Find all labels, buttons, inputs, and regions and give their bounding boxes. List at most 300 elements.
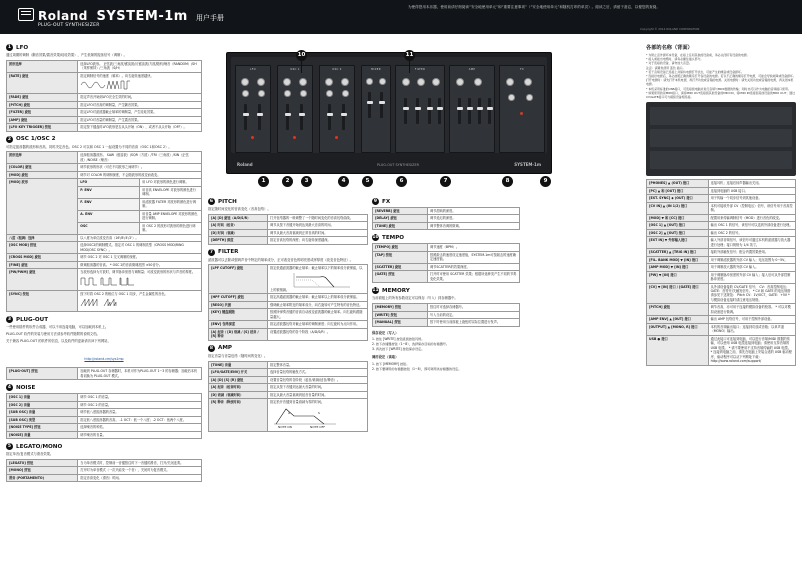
memory-save-step-2: 2. 按下存储器按钮（1~8），选择保存目标的存储器号。	[372, 341, 449, 346]
row-key: [COLOR] 旋钮	[7, 164, 78, 171]
table-row	[7, 254, 202, 261]
rear-jack-row	[650, 151, 792, 169]
row-value: 配置用来传输调制信号（MOD）进行音色的改变。	[708, 214, 795, 221]
table-row	[647, 237, 796, 249]
knob[interactable]	[241, 78, 249, 86]
knob[interactable]	[474, 78, 482, 86]
row-value: 用 LFO 对波形的颜色进行调制。	[140, 179, 202, 186]
row-key: [AMP ENV] ▲ [OUT] 接口	[647, 316, 709, 323]
row-value: 调节噪音的音量。	[78, 431, 202, 438]
table-row	[7, 467, 202, 474]
row-value: 用于调制放大器的外部 CV 输入。	[708, 264, 795, 271]
column-right	[372, 194, 520, 371]
section-memory-title	[372, 287, 520, 294]
row-value: 按照敲击的速度设定速度值，SYSTEM-1m可按敲击的速度确定速度值。	[427, 251, 519, 263]
row-value	[78, 291, 202, 312]
row-value: 调节从按下音键开始到达到最大音高的时间。	[268, 222, 368, 229]
table-memory	[372, 303, 520, 326]
section-number-badge: 1	[7, 45, 12, 50]
sync-waveform-illustration	[80, 297, 132, 309]
row-value: 调节对 COLOR 的调制深度，不会随波形的改变而改变。	[78, 171, 202, 178]
table-row	[647, 214, 796, 221]
row-key: [NOISE] 音量	[7, 431, 78, 438]
row-value: 调节 OSC 1 的音量。	[78, 394, 202, 401]
row-value: 输出 AMP 包络信号，可用于控制外部设备。	[708, 316, 795, 323]
row-value: 选择振荡器波形。 SAW（锯齿波）/SQR（方波）/TRI（三角波）/SIN（正弦波）/NOISE（噪音）	[78, 152, 202, 164]
row-value: 打开时可使用 SCATTER 效果；根据所选种类产生不同的节奏变化效果。	[427, 271, 519, 283]
row-value: 微调振荡器的音高。 * OSC 2的音高微调范围 ±50音分。	[78, 261, 202, 268]
pulse-width-illustration	[80, 275, 136, 288]
section-noise-title	[6, 384, 202, 391]
callout-7: 7	[440, 176, 451, 187]
manual-label: 用户手册	[196, 14, 224, 22]
row-key: [ENV] 包络深度	[209, 321, 268, 328]
module-label: AMP	[468, 68, 476, 71]
table-row	[647, 316, 796, 323]
svg-text:NOTE ON: NOTE ON	[278, 424, 292, 429]
section-amp-blurb: 指定音量与音量包络（随时间的变化）。	[208, 353, 268, 358]
column-middle	[208, 194, 368, 432]
row-key: 波形选择	[7, 152, 78, 164]
slider[interactable]	[286, 104, 289, 130]
table-row	[7, 164, 202, 171]
row-value: 指定滤波器包络对截止频率的调制深度；向左旋转为反向作用。	[268, 321, 368, 328]
callout-5: 5	[362, 176, 373, 187]
roland-logo	[18, 8, 188, 28]
row-value: 指定声音开始到LFO完全生效的时间。	[78, 94, 202, 101]
table-row	[373, 215, 520, 222]
table-row	[209, 391, 368, 398]
row-key: [TUNE] 旋钮	[373, 222, 428, 229]
table-row	[7, 474, 202, 481]
row-key: [FIL. BANK MOD] ▼ [IN] 接口	[647, 256, 709, 263]
row-value: 指定音高包络的深度；向右旋转深度越深。	[268, 237, 368, 244]
row-subkey: LFO	[78, 179, 140, 186]
row-key: [A] 起音 / [D] 衰减 / [S] 延音 / [R] 释音	[209, 328, 268, 340]
knob[interactable]	[284, 90, 291, 97]
row-value: 调节从最大音高衰减到正常音高的时间。	[268, 229, 368, 236]
row-key: [MEMORY] 按钮	[373, 304, 428, 311]
knob[interactable]	[326, 90, 333, 97]
row-value: 按下时使用当前面板上旋钮的实际位置进行发声。	[427, 319, 519, 326]
section-name: LEGATO/MONO	[16, 443, 63, 450]
row-value: 本机可接收外部 CV（控制电压）信号，该信号用于音高控制。	[708, 202, 795, 214]
row-key: [PC] ▲ 和 [OUT] 接口	[647, 187, 709, 194]
module-label: OSC 1	[290, 68, 300, 71]
row-value: 以八度为单位改变音高（16'/8'/4'/2'）。	[78, 234, 202, 241]
slider[interactable]	[342, 104, 345, 130]
row-text: 指定从最大音量衰减到延音音量的时间。	[270, 392, 328, 397]
row-subkey: P. ENV	[78, 186, 140, 198]
section-fx-title	[372, 198, 520, 205]
panel-module-mixer	[361, 65, 391, 153]
row-value: 指定音高变化（滑音）时间。	[78, 474, 202, 481]
row-value: 当为单音模式时，控制前一音键按住时下一音键的滑音，打开/关闭连奏。	[78, 460, 202, 467]
row-value: 调节低八度振荡器的音量。	[78, 409, 202, 416]
slider[interactable]	[416, 98, 419, 124]
row-value: 输入外部音频信号，该信号可通过本机的滤波器与放大器进行处理；接口规格为 1/4 英寸。	[708, 237, 795, 249]
rear-panel-illustration	[646, 102, 796, 176]
row-text: 指定调制信号的速度（频率）。向右旋转速度越快。	[80, 73, 154, 78]
row-key: [OSC MOD] 按钮	[7, 242, 78, 254]
table-row	[647, 202, 796, 214]
table-row	[647, 256, 796, 263]
row-value: 按住时可选择存储器号。	[427, 304, 519, 311]
row-key: [HPF CUTOFF] 旋钮	[209, 294, 268, 301]
callout-9: 9	[540, 176, 551, 187]
row-value: 设置滤波器包络的各个阶段（A/D/S/R）。	[268, 328, 368, 340]
table-row	[209, 384, 368, 391]
panel-brand-left: Roland	[237, 162, 253, 167]
section-pitch-title	[208, 198, 368, 205]
row-key: [AMP MOD] ▼ [IN] 接口	[647, 264, 709, 271]
module-label: LFO	[250, 68, 256, 71]
rear-note-5: * 若干音频设备已连接上并保持电源打开状态，可能产生的噪音或设备损坏。	[646, 69, 744, 74]
row-value: 用于调制脉冲宽度的外部 CV 输入；接入后可从外部控制脉冲宽度。	[708, 271, 795, 283]
row-value: 调节 OSC 2 的音量。	[78, 401, 202, 408]
row-value: 本机的音频输出接口；连接到功放或音箱；以单声道（MONO）输出。	[708, 323, 795, 335]
row-value: 用音量 AMP ENVELOPE 对波形的颜色进行调制。	[140, 210, 202, 222]
table-row	[209, 301, 368, 308]
section-number-badge: 3	[7, 317, 12, 323]
row-key: [EXT IN] ▼ 外部输入接口	[647, 237, 709, 249]
svg-text:A: A	[288, 410, 291, 415]
knob[interactable]	[325, 78, 333, 86]
row-value: 调节 OSC 2 对 OSC 1 交叉调制的深度。	[78, 254, 202, 261]
row-key: [LFO/GATE/ENV] 开关	[209, 369, 268, 376]
table-row	[373, 222, 520, 229]
table-row	[209, 222, 368, 229]
row-key: 八度（粗调）选择	[7, 234, 78, 241]
table-row	[209, 369, 368, 376]
callout-6: 6	[396, 176, 407, 187]
row-key: [OSC 2] ▲ [OUT] 接口	[647, 229, 709, 236]
page-header	[0, 0, 802, 34]
callout-line	[409, 61, 410, 73]
row-subkey: OSC	[78, 222, 140, 234]
product-name: SYSTEM-1m	[96, 9, 188, 24]
slider[interactable]	[300, 104, 303, 130]
table-row	[647, 195, 796, 202]
panel-face	[231, 57, 547, 153]
row-key: [MOD] ▼ 和 [CC] 接口	[647, 214, 709, 221]
table-row	[647, 187, 796, 194]
slider[interactable]	[478, 98, 481, 124]
row-value: 强调截止频率附近的频率成分，向右旋转可产生特有的音色特征。	[268, 301, 368, 308]
row-key: [GATE] 按钮	[373, 271, 428, 283]
callout-10: 10	[296, 50, 307, 61]
knob[interactable]	[299, 78, 307, 86]
table-row	[373, 311, 520, 318]
led-indicator	[293, 136, 296, 139]
row-value: 调节波形的形状（可在不同波形之间调节）。	[78, 164, 202, 171]
row-value: 打开包络器的一般调整了一个随时间变化的音高包络曲线。	[268, 214, 368, 221]
table-row	[7, 416, 202, 423]
table-row	[7, 94, 202, 101]
knob[interactable]	[526, 94, 533, 101]
table-row	[373, 319, 520, 326]
row-key: [WRITE] 按钮	[373, 311, 428, 318]
table-row	[7, 269, 202, 291]
row-key: [SYNC] 按钮	[7, 291, 78, 312]
row-key: [REVERB] 旋钮	[373, 208, 428, 215]
table-row	[7, 431, 202, 438]
row-value: 指定LFO对音高的调制量，产生颤音效果。	[78, 101, 202, 108]
rear-note-2: * 接入或拔出电缆时，请务必握住插头部分。	[646, 57, 704, 62]
table-row	[7, 152, 202, 164]
row-key: [MONO] 按钮	[7, 467, 78, 474]
row-value: 调节音高，亦可用于连接的模拟设备的校准。 * 可以对模拟设备进行微调。	[708, 304, 795, 316]
row-key: [KEY] 键盘跟随	[209, 309, 268, 321]
panel-module-lfo	[235, 65, 271, 153]
table-row	[373, 304, 520, 311]
row-value: 选择音量包络的触发方式。	[268, 369, 368, 376]
knob[interactable]	[300, 90, 307, 97]
row-subkey: F. ENV	[78, 198, 140, 210]
lpf-curve-illustration	[290, 271, 354, 291]
table-row	[209, 265, 368, 294]
row-key: [LFO KEY TRIGGER] 按钮	[7, 124, 78, 131]
row-key: [TAP] 按钮	[373, 251, 428, 263]
row-key: [OSC 1] ▲ [OUT] 接口	[647, 222, 709, 229]
callout-3: 3	[301, 176, 312, 187]
table-row	[647, 249, 796, 256]
table-row	[647, 264, 796, 271]
table-row	[7, 368, 202, 380]
row-key: [PITCH] 旋钮	[7, 101, 78, 108]
row-key: USB ● 接口	[647, 335, 709, 365]
table-row	[7, 401, 202, 408]
table-row	[209, 321, 368, 328]
row-key: [PW] ▼ [IN] 接口	[647, 271, 709, 283]
row-value: 连接到电脑的 USB 接口。	[708, 187, 795, 194]
table-amp	[208, 361, 368, 432]
knob[interactable]	[417, 78, 425, 86]
slider[interactable]	[404, 98, 407, 124]
table-noise	[6, 393, 202, 439]
knob[interactable]	[342, 90, 349, 97]
legal-text: 为使得您用本乐器，使用前请仔细阅读“安全地使用单元”和“重要注意事项”（“安全地使用单元”和随机打印的单页）。阅读之后，请留于备忘，以便您的查阅。	[408, 5, 660, 9]
slider[interactable]	[458, 98, 461, 124]
panel-module-filter	[395, 65, 445, 153]
row-key: [FINE] 旋钮	[7, 261, 78, 268]
rear-panel-title: 各部的名称（背面）	[646, 45, 693, 51]
led-indicator	[251, 136, 254, 139]
knob[interactable]	[432, 78, 440, 86]
row-key: [D] 时间（衰减）	[209, 229, 268, 236]
row-text: 按下时将 OSC 2 的相位与 OSC 1 同步，产生金属性的音色。	[80, 292, 168, 297]
row-key: [DELAY] 旋钮	[373, 215, 428, 222]
row-key: [FILTER] 旋钮	[7, 109, 78, 116]
table-row	[373, 251, 520, 263]
row-key: [MANUAL] 按钮	[373, 319, 428, 326]
row-value: 用于调制滤波器的外部 CV 输入；电压范围为 0~5V。	[708, 256, 795, 263]
table-row	[209, 328, 368, 340]
knob[interactable]	[341, 78, 349, 86]
section-number-badge: 8	[209, 345, 214, 351]
row-key: [D] 衰减（衰减时间）	[209, 391, 268, 398]
section-number-badge: 4	[7, 385, 12, 391]
row-key: [FADE] 旋钮	[7, 94, 78, 101]
memory-save-title: 保存设定（写入）	[372, 330, 399, 335]
knob[interactable]	[402, 78, 410, 86]
callout-1: 1	[258, 176, 269, 187]
column-rear-panel	[646, 44, 796, 366]
slider[interactable]	[328, 104, 331, 130]
section-name: PITCH	[218, 198, 237, 205]
slider[interactable]	[428, 98, 431, 124]
row-key: [PHONES] ▲ (OUT) 接口	[647, 180, 709, 187]
section-memory-blurb: 当前面板上的所有参数设定可以保存（写入）到存储器中。	[372, 296, 458, 301]
table-row	[7, 460, 202, 467]
table-row	[647, 323, 796, 335]
section-name: AMP	[218, 345, 232, 352]
row-key: [CV IN] ▲ (IN 1/2) 接口	[647, 202, 709, 214]
section-name: PLUG-OUT	[16, 316, 49, 323]
row-key: [A] [D] [S] [R] 旋钮	[209, 376, 268, 383]
row-key: [PLUG-OUT] 按钮	[7, 368, 78, 380]
knob[interactable]	[283, 78, 291, 86]
callout-11: 11	[404, 50, 415, 61]
table-filter	[208, 264, 368, 340]
knob[interactable]	[257, 78, 265, 86]
slider[interactable]	[438, 98, 441, 124]
slider[interactable]	[244, 104, 247, 130]
row-key: [CV] ▼ [IN] 接口 / [GATE] 接口	[647, 283, 709, 304]
section-name: NOISE	[16, 384, 36, 391]
panel-brand-right: SYSTEM-1m	[514, 162, 541, 167]
plugout-bullet-3: 关于兼容 PLUG-OUT 的软件的信息，以及软件的更新请访问下列网站。	[6, 338, 111, 343]
row-key: 波形选择	[7, 60, 78, 72]
table-tempo	[372, 243, 520, 283]
roland-mark-icon	[18, 8, 34, 21]
rear-jack-row	[650, 107, 792, 125]
svg-text:NOTE OFF: NOTE OFF	[310, 424, 326, 429]
panel-module-osc2	[319, 65, 355, 153]
row-key: [NOISE TYPE] 按钮	[7, 424, 78, 431]
section-osc-blurb: 可指定振荡器的波形和音高，同时决定音色。OSC 2 可以和 OSC 1 一起设置为不同的音高（OSC 1和OSC 2）。	[6, 144, 172, 149]
knob[interactable]	[508, 94, 515, 101]
slider[interactable]	[488, 98, 491, 124]
callout-2: 2	[282, 176, 293, 187]
row-text: 当波形选择为方波时，调节脉冲宽度与调制量；可改变波形的形状与声音的厚度。	[80, 270, 196, 275]
table-row	[209, 376, 368, 383]
row-value: 输出 OSC 2 的信号。	[708, 229, 795, 236]
knob[interactable]	[242, 90, 249, 97]
section-name: TEMPO	[382, 234, 405, 241]
section-number-badge: 10	[372, 235, 379, 241]
section-filter-blurb: 滤波器可以去除或强调声音中特定的频率成分，正可改变音色的明亮度或浑厚度（改变音色特征）。	[208, 257, 354, 262]
rear-note-7: * 本机采用标准的USB接口，可连接到电脑并进行音频与MIDI数据的传输；同时也可以作为电脑的音频接口使用。	[646, 86, 791, 91]
table-row	[647, 335, 796, 365]
row-key: [MOD] 旋钮	[7, 171, 78, 178]
row-value	[268, 399, 368, 432]
slider[interactable]	[468, 98, 471, 124]
rear-jack-row	[650, 129, 792, 147]
row-key: [LPF CUTOFF] 旋钮	[209, 265, 268, 294]
table-row	[7, 109, 202, 116]
row-value: 调节整体音调的微调。	[427, 222, 519, 229]
knob[interactable]	[258, 90, 265, 97]
slider[interactable]	[368, 92, 371, 118]
table-row	[209, 237, 368, 244]
table-row	[7, 171, 202, 178]
rear-note-4: 注意：请避免使用 蓝色 插口。	[646, 65, 686, 70]
row-key: [RATE] 旋钮	[7, 72, 78, 93]
table-row	[7, 394, 202, 401]
knob[interactable]	[524, 78, 532, 86]
section-lfo-blurb: 通过周期的调制（颤音效果/震音效果/哇哇效果），产生低频的振荡信号（调制）。	[6, 53, 127, 57]
module-label: FX	[520, 68, 524, 71]
row-key: [OSC 2] 音量	[7, 401, 78, 408]
callout-4: 4	[338, 176, 349, 187]
table-row	[373, 271, 520, 283]
table-fx	[372, 207, 520, 230]
column-left	[6, 40, 202, 482]
copyright-text: Copyright © 2014 ROLAND CORPORATION	[640, 27, 700, 31]
table-osc	[6, 151, 202, 312]
row-value: 用音高 ENVELOPE 对波形的颜色进行调制。	[140, 186, 202, 198]
row-value: 连接耳机；连接后扬声器输出关闭。	[708, 180, 795, 187]
row-key: [A] [D] 旋钮（A/D/S/R）	[209, 214, 268, 221]
table-row	[7, 72, 202, 93]
row-subkey: A. ENV	[78, 210, 140, 222]
callout-line	[301, 61, 302, 73]
knob[interactable]	[456, 78, 464, 86]
plugout-website-link[interactable]: http://roland.cm/sys1mp	[84, 357, 124, 362]
table-row	[7, 60, 202, 72]
memory-save-step-3: 3. 再次按下 [WRITE] 按钮保存设定。	[372, 346, 425, 351]
section-legato-title	[6, 443, 202, 450]
table-row	[647, 304, 796, 316]
row-value: 选择噪音的种类。	[78, 424, 202, 431]
row-value: 指定整体音量。	[268, 361, 368, 368]
row-value: 调节SCATTER的效果深度。	[427, 263, 519, 270]
callout-8: 8	[502, 176, 513, 187]
row-key: [OSC 1] 音量	[7, 394, 78, 401]
row-key: [A] 起音（起音时间）	[209, 384, 268, 391]
slider[interactable]	[380, 92, 383, 118]
section-tempo-title	[372, 234, 520, 241]
row-key: [SCATTER] ▲ [TRIG IN] 接口	[647, 249, 709, 256]
row-key: 滑音 (PORTAMENTO)	[7, 474, 78, 481]
row-value: 选择LFO波形。 正弦波/三角波/锯齿波/反锯齿波/方波/随机/噪音（RANDOM）/SH（采样保持）/三角波（S/H）	[78, 60, 202, 72]
knob[interactable]	[366, 78, 373, 85]
knob[interactable]	[379, 78, 386, 85]
table-row	[7, 234, 202, 241]
slider[interactable]	[258, 104, 261, 130]
module-label: FILTER	[414, 68, 426, 71]
knob[interactable]	[506, 78, 514, 86]
row-value: 用滤波器 FILTER 对波形的颜色进行调制。	[140, 198, 202, 210]
section-name: FILTER	[218, 249, 239, 256]
rear-note-6: * 连接好电源后，务必按照正确的顺序打开各设备的电源。若以不正确的顺序打开电源，可能会导致故障或设备损坏。打开电源时：请先打开本机电源，再打开功放或音箱的电源。关闭电源时：请先关闭功放或音箱的电源，再关闭本机电源。	[646, 74, 796, 87]
brand-name: Roland	[38, 9, 88, 23]
row-value: 调节速度（BPM）。	[427, 244, 519, 251]
table-row	[7, 179, 202, 186]
table-row	[647, 229, 796, 236]
table-rear-connectors	[646, 179, 796, 366]
memory-recall-title: 调用设定（读取）	[372, 355, 399, 360]
row-key: [MOD] 波形	[7, 179, 78, 234]
table-pitch	[208, 214, 368, 245]
section-osc-title	[6, 136, 202, 143]
row-key: [R] 释音（释放时间）	[209, 399, 268, 432]
table-row	[7, 101, 202, 108]
row-value: 写入当前的设定。	[427, 311, 519, 318]
row-key: [EXT. SYNC] ◆ (OUT) 接口	[647, 195, 709, 202]
row-value: 打开时为单音模式（一次只能发一个音），关闭时为复音模式。	[78, 467, 202, 474]
